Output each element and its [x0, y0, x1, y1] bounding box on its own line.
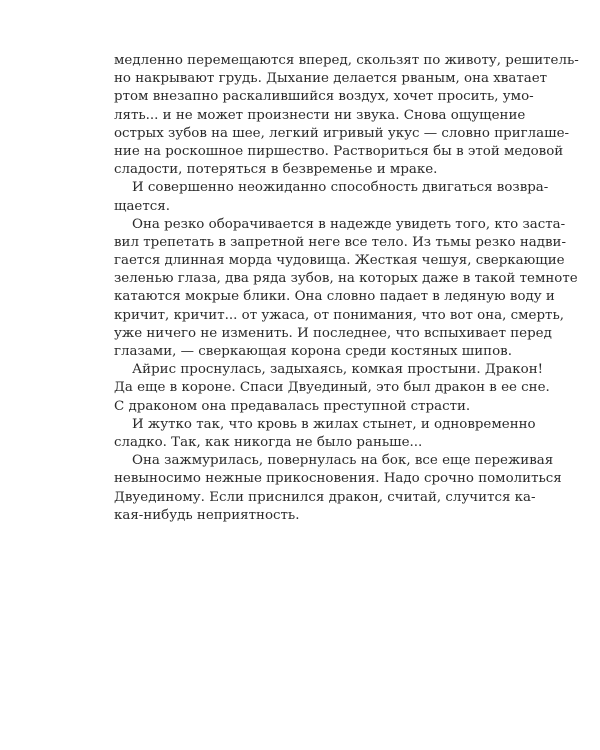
text-line: острых зубов на шее, легкий игривый укус — словно приглаше- [114, 125, 570, 141]
text-line: лять... и не может произнести ни звука. Снова ощущение [114, 107, 526, 123]
text-line: С драконом она предавалась преступной страсти. [114, 398, 471, 414]
text-line: вил трепетать в запретной неге все тело. Из тьмы резко надви- [114, 234, 566, 250]
text-line: И совершенно неожиданно способность двигаться возвра- [132, 180, 549, 196]
text-line: кая-нибудь неприятность. [114, 507, 300, 523]
text-line: Двуединому. Если приснился дракон, считай, случится ка- [114, 489, 536, 505]
text-line: щается. [114, 198, 170, 214]
text-line: Да еще в короне. Спаси Двуединый, это был дракон в ее сне. [114, 380, 550, 396]
text-line: Она зажмурилась, повернулась на бок, все еще переживая [132, 453, 554, 469]
text-line: ние на роскошное пиршество. Раствориться бы в этой медовой [114, 143, 564, 159]
text-line: глазами, — сверкающая корона среди костяных шипов. [114, 344, 512, 359]
text-line: катаются мокрые блики. Она словно падает в ледяную воду и [114, 289, 555, 305]
text-line: кричит, кричит... от ужаса, от понимания, что вот она, смерть, [114, 307, 565, 323]
text-line: гается длинная морда чудовища. Жесткая чешуя, сверкающие [114, 253, 565, 269]
text-line: И жутко так, что кровь в жилах стынет, и одновременно [132, 416, 536, 432]
text-line: Она резко оборачивается в надежде увидеть того, кто заста- [132, 216, 566, 232]
text-line: сладости, потеряться в безвременье и мраке. [114, 162, 438, 178]
text-line: ртом внезапно раскалившийся воздух, хочет просить, умо- [114, 89, 534, 105]
text-line: сладко. Так, как никогда не было раньше... [114, 434, 423, 450]
text-line: зеленью глаза, два ряда зубов, на которых даже в такой темноте [114, 271, 578, 287]
text-line: медленно перемещаются вперед, скользят по животу, решитель- [114, 53, 579, 68]
text-line: уже ничего не изменить. И последнее, что вспыхивает перед [114, 325, 552, 341]
text-line: Айрис проснулась, задыхаясь, комкая простыни. Дракон! [132, 362, 544, 378]
text-line: но накрывают грудь. Дыхание делается рваным, она хватает [114, 71, 548, 87]
body-text [114, 52, 579, 525]
text-line: невыносимо нежные прикосновения. Надо срочно помолиться [114, 471, 562, 487]
